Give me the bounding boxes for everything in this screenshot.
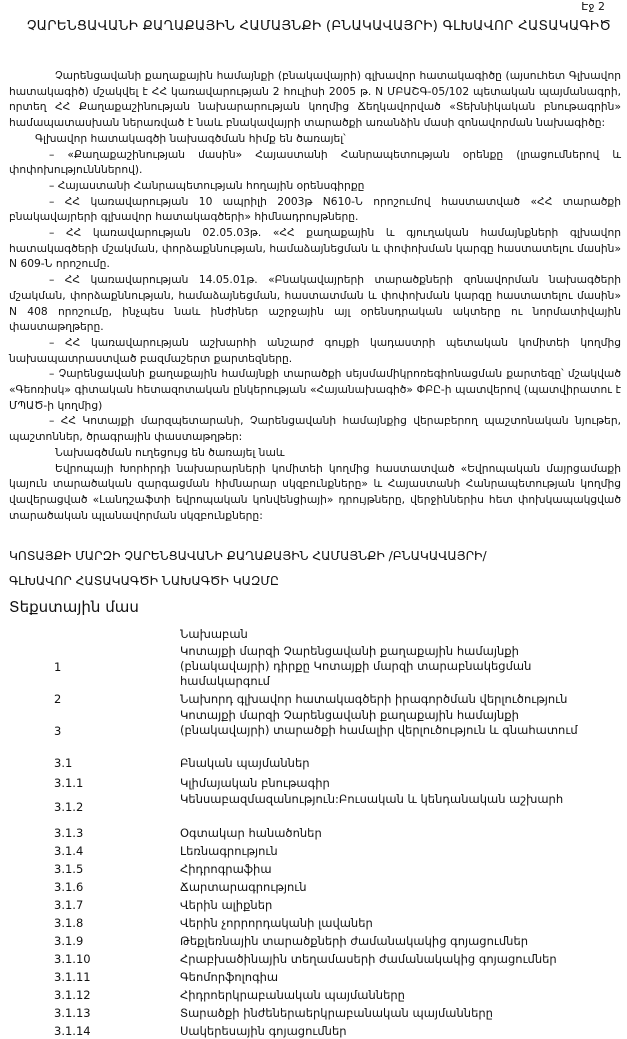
toc-text: Թեքլեռնային տարածքների ժամանակակից գոյացումներ: [180, 934, 529, 948]
section-heading: ԿՈՏԱՅՔԻ ՄԱՐԶԻ ՉԱՐԵՆՑԱՎԱՆԻ ՔԱՂԱՔԱՅԻՆ ՀԱՄԱՅՆՔԻ /ԲՆԱԿԱՎԱՅՐԻ/: [9, 549, 487, 563]
paragraph: Գլխավոր հատակագծի նախագծման հիմք են ծառայել՝: [35, 131, 346, 145]
toc-text: Հիդրոերկրաբանական պայմանները: [180, 988, 405, 1002]
toc-number: 3.1.13: [54, 1006, 91, 1020]
toc-number: 3.1.5: [54, 862, 84, 876]
toc-number: 3.1.10: [54, 952, 91, 966]
list-item: – ՀՀ կառավարության 14.05.01թ. «Բնակավայրերի տարածքների զոնավորման նախագծերի մշակման, փորձաքննության, համաձայնեցման, հաստատման և փոփոխման կարգը հաստատելու մասին» N 408 որոշումը, ինչպես նաև ինժիներ աշրջային այլ օրենսդրական ակտերը ու նորմատիվային փաստաթղթերը.: [9, 273, 621, 334]
toc-text: Ճարտարագրություն: [180, 880, 307, 894]
toc-text: Կլիմայական բնութագիր: [180, 776, 330, 790]
toc-text: Հրաբխածինային տեղամասերի ժամանակակից գոյացումներ: [180, 952, 557, 966]
list-item: – ՀՀ կառավարության աշխարհի անշարժ գույքի կադաստրի պետական կոմիտեի կողմից նախապատրաստված բազմաշերտ քարտեզները.: [9, 335, 621, 365]
document-title: ՉԱՐԵՆՑԱՎԱՆԻ ՔԱՂԱՔԱՅԻՆ ՀԱՄԱՅՆՔԻ (ԲՆԱԿԱՎԱՅՐԻ) ԳԼԽԱՎՈՐ ՀԱՏԱԿԱԳԻԾ: [26, 18, 612, 34]
toc-text: Բնական պայմաններ: [180, 756, 310, 770]
page-number: Էջ 2: [581, 0, 605, 13]
toc-number: 3.1.14: [54, 1024, 91, 1038]
toc-text: Հիդրոգրաֆիա: [180, 862, 272, 876]
toc-number: 3.1.9: [54, 934, 84, 948]
list-item: – ՀՀ Կոտայքի մարզպետարանի, Չարենցավանի համայնքից վերաբերող պաշտոնական նյութեր, պաշտոններ, ծրագրային փաստաթղթեր:: [9, 414, 621, 444]
section-subheading: ԳԼԽԱՎՈՐ ՀԱՏԱԿԱԳԾԻ ՆԱԽԱԳԾԻ ԿԱԶՄԸ: [9, 574, 279, 588]
toc-text: Տարածքի ինժեներաերկրաբանական պայմանները: [180, 1006, 493, 1020]
toc-text: Նախորդ գլխավոր հատակագծերի իրագործման վերլուծություն: [180, 692, 568, 706]
paragraph: Չարենցավանի քաղաքային համայնքի (բնակավայրի) գլխավոր հատակագիծը (այսուհետ Գլխավոր հատակագիծ) մշակվել է ՀՀ կառավարության 2 հուլիսի 2005 թ. N ՄԲԱՇԳ-05/102 պետական պայմանագրի, որտեղ ՀՀ Քաղաքաշինության նախարարության կողմից Ճեղկավորված «Տեխնիկական բնութագրին» համապատասխան ներառված է նաև բնակավայրի տարածքի առանձին մասի զոնավորման նախագիծը:: [9, 69, 621, 130]
list-item: – Հայաստանի Հանրապետության հողային օրենսգիրքը: [49, 178, 365, 192]
toc-number: 1: [54, 660, 62, 674]
toc-text: Գեոմորֆոլոգիա: [180, 970, 279, 984]
toc-text: Կոտայքի մարզի Չարենցավանի քաղաքային համայնքի (բնակավայրի) դիրքը Կոտայքի մարզի տարաբնակեցման համակարգում: [180, 644, 532, 688]
toc-number: 3.1.1: [54, 776, 84, 790]
toc-text: Վերին ալիքներ: [180, 898, 273, 912]
toc-number: 3.1.7: [54, 898, 84, 912]
toc-text: Կենսաբազմազանություն:Բուսական և կենդանական աշխարհ: [180, 792, 564, 806]
toc-number: 3.1.8: [54, 916, 84, 930]
toc-text: Օգտակար հանածոներ: [180, 826, 322, 840]
toc-number: 2: [54, 692, 62, 706]
toc-number: 3.1: [54, 756, 73, 770]
paragraph: Եվրոպայի Խորհրդի նախարարների կոմիտեի կողմից հաստատված «Եվրոպական մայրցամաքի կայուն տարածական զարգացման հիմնարար սկզբունքները» և Հայաստանի Հանրապետության կողմից վավերացված «Լանդշաֆտի եվրոպական կոնվենցիայի» դրույթները, վերջիններիս հետ փոխկապակցված տարածական պլանավորման սկզբունքները:: [9, 461, 621, 522]
toc-number: 3.1.12: [54, 988, 91, 1002]
toc-number: 3.1.2: [54, 800, 84, 814]
list-item: – Չարենցավանի քաղաքային համայնքի տարածքի սեյսմամիկրոռեգիոնացման քարտեզը՝ մշակված «Գեոռիսկ» գիտական հետազոտական ընկերության «Հայանախագիծ» ՓԲԸ-ի պատվերով (պատվիրատու է ՄՊԱԾ-ի կողմից): [9, 367, 621, 412]
toc-text: Վերին չորրորդականի լավաներ: [180, 916, 373, 930]
toc-number: 3.1.6: [54, 880, 84, 894]
toc-text: Սակերեսային գոյացումներ: [180, 1024, 347, 1038]
toc-number: 3: [54, 724, 62, 738]
list-item: – «Քաղաքաշինության մասին» Հայաստանի Հանրապետության օրենքը (լրացումներով և փոփոխությունններով).: [9, 147, 621, 177]
list-item: – ՀՀ կառավարության 02.05.03թ. «ՀՀ քաղաքային և գյուղական համայնքների գլխավոր հատակագծերի մշակման, փորձաքննության, համաձայնեցման և փոփոխման կարգը հաստատելու մասին» N 609-Ն որոշումը.: [9, 226, 621, 271]
list-item: – ՀՀ կառավարության 10 ապրիլի 2003թ N610-Ն որոշումով հաստատված «ՀՀ տարածքի բնակավայրերի գլխավոր հատակագծերի» հիմնադրույթները.: [9, 194, 621, 224]
body-text: [9, 68, 621, 523]
toc-number: 3.1.11: [54, 970, 91, 984]
toc-text: Լեռնագրություն: [180, 844, 278, 858]
paragraph: Նախագծման ուղեցույց են ծառայել նաև: [55, 445, 285, 459]
toc-text: Կոտայքի մարզի Չարենցավանի քաղաքային համայնքի (բնակավայրի) տարածքի համալիր վերլուծություն և գնահատում: [180, 708, 578, 737]
toc-number: 3.1.3: [54, 826, 84, 840]
toc-intro: Նախաբան: [180, 627, 248, 641]
text-part-heading: Տեքստային մաս: [9, 598, 139, 616]
toc-number: 3.1.4: [54, 844, 84, 858]
